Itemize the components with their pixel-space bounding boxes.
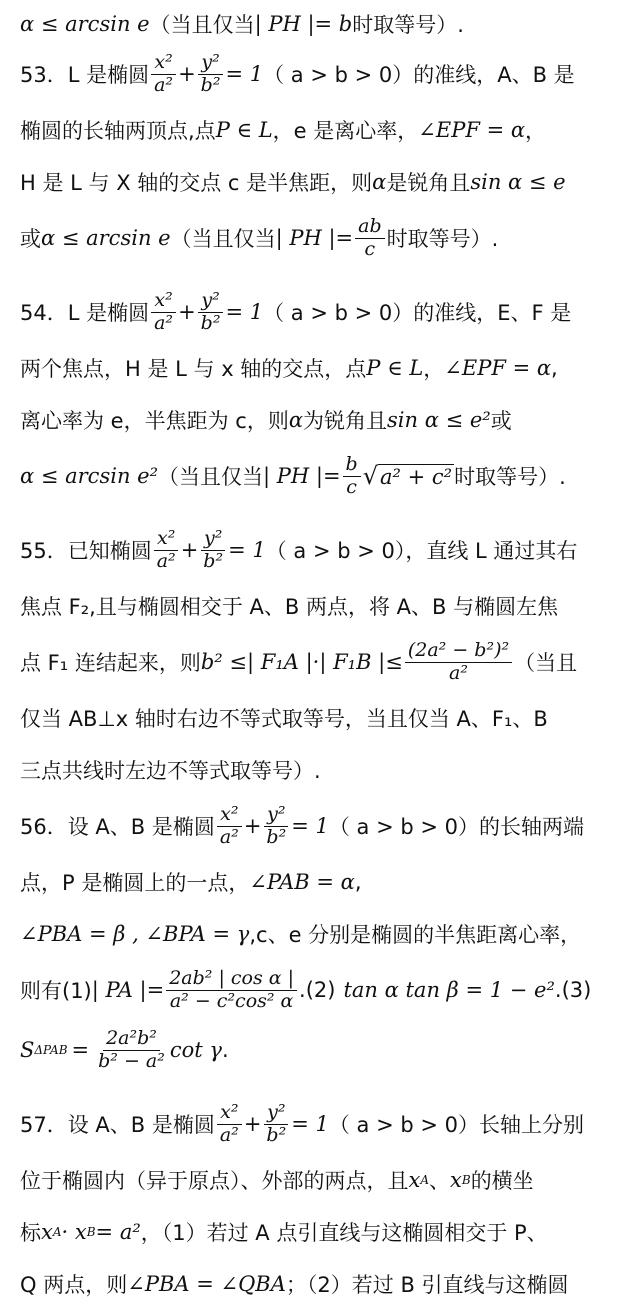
- text-segment: 53．L 是椭圆: [20, 63, 150, 87]
- text-line: 则有(1) | PA |= $\frac{\text{2ab² | cos α |}}{\text{a² − c²cos² α}}$ .(2) tan α tan β = 1 − e² .(3): [20, 966, 592, 1012]
- text-line: 椭圆的长轴两顶点,点 P ∈ L ，e 是离心率， ∠EPF = α ，: [20, 118, 547, 143]
- item-57-line: 57．设 A、B 是椭圆 $\frac{\text{x²}}{\text{a²}}$ + $\frac{\text{y²}}{\text{b²}}$ = 1 （ a > b > 0）长轴上分别: [20, 1100, 584, 1146]
- text-line: 或 α ≤ arcsin e （当且仅当 | PH |= $\frac{ab}{c}$ 时取等号）.: [20, 214, 499, 260]
- fraction: $\frac{b}{c}$: [343, 454, 361, 499]
- text-segment: 时取等号）.: [352, 13, 464, 37]
- text-line: 两个焦点，H 是 L 与 x 轴的交点，点 P ∈ L ， ∠EPF = α ,: [20, 356, 558, 381]
- fraction: $\frac{\text{y²}}{\text{b²}}$: [263, 804, 289, 849]
- fraction: $\frac{\text{y²}}{\text{b²}}$: [198, 290, 224, 335]
- text-line: α ≤ arcsin e² （当且仅当 | PH |= $\frac{b}{c}$ √a² + c² 时取等号）.: [20, 452, 566, 498]
- fraction: $\frac{\text{(2a² − b²)²}}{\text{a²}}$: [405, 640, 512, 685]
- fraction: $\frac{\text{x²}}{\text{a²}}$: [217, 1102, 242, 1147]
- fraction: $\frac{ab}{c}$: [355, 216, 385, 261]
- item-56-line: 56．设 A、B 是椭圆 $\frac{\text{x²}}{\text{a²}}$ + $\frac{\text{y²}}{\text{b²}}$ = 1 （ a > b > 0）的长轴两端: [20, 802, 584, 848]
- text-line: ∠PBA = β , ∠BPA = γ ,c、e 分别是椭圆的半焦距离心率，: [20, 922, 582, 947]
- text-line: 位于椭圆内（异于原点）、外部的两点，且 x A 、 x B 的横坐: [20, 1168, 534, 1193]
- fraction: $\frac{\text{x²}}{\text{a²}}$: [151, 290, 176, 335]
- text-line: 仅当 AB⊥x 轴时右边不等式取等号，当且仅当 A、F₁、B: [20, 707, 548, 731]
- fraction: $\frac{\text{x²}}{\text{a²}}$: [217, 804, 242, 849]
- math-expression: α ≤ arcsin e: [20, 12, 150, 36]
- fraction: $\frac{\text{x²}}{\text{a²}}$: [151, 52, 176, 97]
- fraction: $\frac{\text{y²}}{\text{b²}}$: [198, 52, 224, 97]
- fraction: $\frac{\text{2ab² | cos α |}}{\text{a² − c²cos² α}}$: [166, 968, 297, 1013]
- text-segment: （ a > b > 0）的准线，A、B 是: [263, 63, 575, 87]
- text-line: H 是 L 与 X 轴的交点 c 是半焦距，则 α 是锐角且 sin α ≤ e: [20, 170, 566, 195]
- square-root: √a² + c²: [362, 462, 453, 490]
- text-segment: （当且仅当: [149, 13, 255, 37]
- item-53-line: 53．L 是椭圆 $\frac{\text{x²}}{\text{a²}}$ + $\frac{\text{y²}}{\text{b²}}$ = 1 （ a > b > 0）的准线，A、B 是: [20, 50, 575, 96]
- math-expression: | PH |= b: [254, 12, 353, 36]
- fraction: $\frac{\text{y²}}{\text{b²}}$: [200, 528, 226, 573]
- fraction: $\frac{\text{x²}}{\text{a²}}$: [154, 528, 179, 573]
- text-line: 标 x A · x B = a² ，（1）若过 A 点引直线与这椭圆相交于 P、: [20, 1220, 548, 1245]
- text-line: S ΔPAB = $\frac{\text{2a²b²}}{\text{b² − a²}}$ cot γ .: [20, 1026, 229, 1072]
- text-line: 三点共线时左边不等式取等号）.: [20, 759, 321, 783]
- item-54-line: 54．L 是椭圆 $\frac{\text{x²}}{\text{a²}}$ + $\frac{\text{y²}}{\text{b²}}$ = 1 （ a > b > 0）的准线，E、F 是: [20, 288, 572, 334]
- item-55-line: 55．已知椭圆 $\frac{\text{x²}}{\text{a²}}$ + $\frac{\text{y²}}{\text{b²}}$ = 1 （ a > b > 0），直线 L 通过其右: [20, 526, 578, 572]
- fraction: $\frac{\text{y²}}{\text{b²}}$: [263, 1102, 289, 1147]
- text-line: 焦点 F₂,且与椭圆相交于 A、B 两点，将 A、B 与椭圆左焦: [20, 595, 559, 619]
- text-line: 点 F₁ 连结起来，则 b² ≤| F₁A |·| F₁B |≤ $\frac{\text{(2a² − b²)²}}{\text{a²}}$ （当且: [20, 638, 578, 684]
- text-line: 离心率为 e，半焦距为 c，则 α 为锐角且 sin α ≤ e² 或: [20, 408, 512, 433]
- text-line: 点，P 是椭圆上的一点， ∠PAB = α ,: [20, 870, 362, 895]
- text-line: Q 两点，则 ∠PBA = ∠QBA ；（2）若过 B 引直线与这椭圆: [20, 1272, 569, 1297]
- text-line: [20, 4, 629, 44]
- fraction: $\frac{\text{2a²b²}}{\text{b² − a²}}$: [98, 1026, 165, 1072]
